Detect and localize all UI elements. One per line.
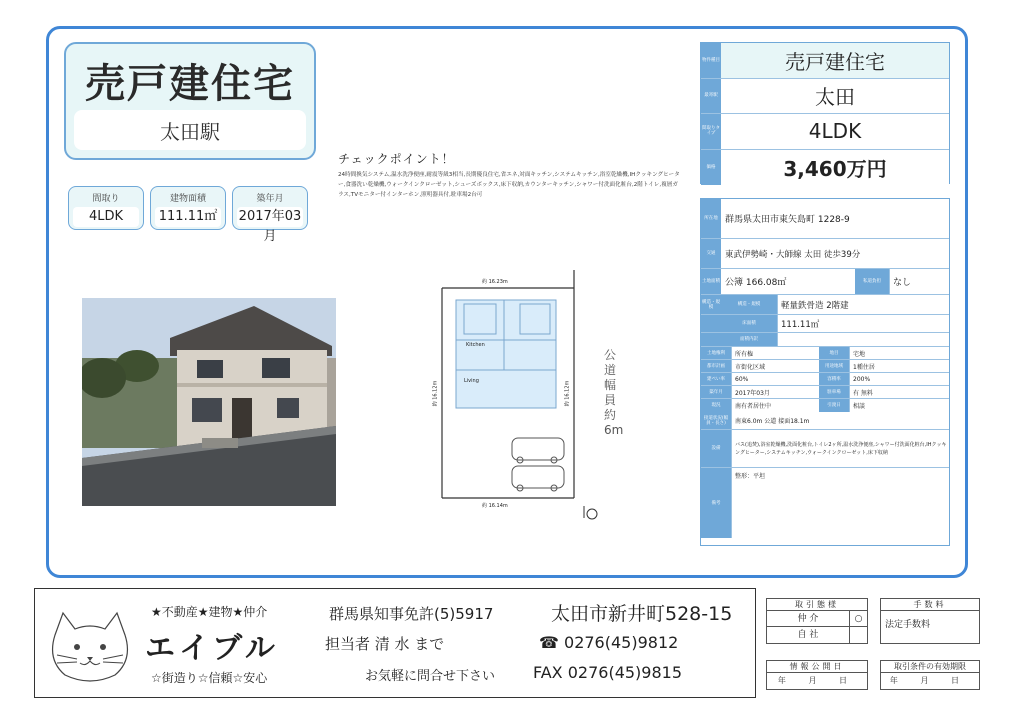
station-name: 太田駅 xyxy=(74,110,306,150)
summary-row xyxy=(701,79,949,115)
inquiry-text: お気軽に問合せ下さい xyxy=(365,669,496,684)
row-label-spacer xyxy=(701,333,721,346)
summary-station: 太田 xyxy=(721,79,949,114)
spec-layout xyxy=(68,186,144,230)
room-label: Kitchen xyxy=(466,342,485,348)
row-label: 用途地域 xyxy=(819,360,849,372)
dim-left: 約 16.12m xyxy=(432,380,439,407)
summary-row xyxy=(701,150,949,186)
detail-row xyxy=(701,373,949,386)
detail-row xyxy=(701,333,949,347)
private-road-value: なし xyxy=(889,269,949,294)
detail-value: 宅地 xyxy=(849,347,949,359)
company-address: 太田市新井町528-15 xyxy=(551,603,733,625)
summary-row xyxy=(701,114,949,150)
row-label: 備考 xyxy=(701,468,731,538)
detail-grid xyxy=(701,347,949,412)
detail-table xyxy=(700,198,950,546)
row-label: 間取りタイプ xyxy=(701,114,721,149)
detail-row xyxy=(701,399,949,412)
info-date-value: 年 月 日 xyxy=(777,676,857,685)
condition-date-box xyxy=(880,660,980,690)
spec-value: 4LDK xyxy=(73,207,139,227)
company-footer xyxy=(34,588,756,698)
detail-value: 2017年03月 xyxy=(731,386,819,398)
phone-number: ☎ 0276(45)9812 xyxy=(539,633,679,652)
staff-name: 担当者 清 水 まで xyxy=(325,635,445,653)
row-label: 駐車場 xyxy=(819,386,849,398)
row-label: 土地面積 xyxy=(701,269,721,294)
summary-row xyxy=(701,43,949,79)
detail-row xyxy=(701,295,949,315)
detail-value: 有 無料 xyxy=(849,386,949,398)
row-label: 築年月 xyxy=(701,386,731,398)
deal-type-title: 取引態様 xyxy=(767,599,867,611)
row-label: 現況 xyxy=(701,399,731,412)
spec-label: 間取り xyxy=(92,194,120,204)
tagline-bottom: ☆街造り☆信頼☆安心 xyxy=(151,671,268,685)
detail-row xyxy=(701,360,949,373)
summary-type: 売戸建住宅 xyxy=(721,43,949,78)
row-label: 私道負担 xyxy=(855,269,889,294)
spec-floor-area xyxy=(150,186,226,230)
row-label: 建ぺい率 xyxy=(701,373,731,385)
remarks-value: 整形：平坦 xyxy=(731,468,949,538)
traffic-value: 東武伊勢崎・大師線 太田 徒歩39分 xyxy=(725,249,861,260)
checkpoint-title: チェックポイント！ xyxy=(338,152,455,166)
detail-value: 市街化区域 xyxy=(731,360,819,372)
fee-box xyxy=(880,598,980,644)
spec-value: 111.11㎡ xyxy=(155,207,221,227)
row-label: 土地権利 xyxy=(701,347,731,359)
detail-row xyxy=(701,430,949,468)
spec-built-date xyxy=(232,186,308,244)
spec-label: 築年月 xyxy=(256,194,284,204)
row-label: 地目 xyxy=(819,347,849,359)
row-label: 設備 xyxy=(701,430,731,467)
detail-row xyxy=(701,199,949,239)
detail-value: 60% xyxy=(731,373,819,385)
summary-price: 3,460万円 xyxy=(721,150,949,186)
row-label: 価格 xyxy=(701,150,721,186)
dim-top: 約 16.23m xyxy=(482,279,508,285)
detail-value: 相談 xyxy=(849,399,949,412)
house-photo-illustration xyxy=(82,298,336,506)
property-type-title: 売戸建住宅 xyxy=(85,60,295,107)
road-label: 公道 幅員約6m xyxy=(604,348,624,437)
floor-plan-drawing xyxy=(434,270,624,520)
structure-value: 軽量鉄骨造 2階建 xyxy=(777,295,949,314)
deal-type-box xyxy=(766,598,868,644)
deal-broker: 仲 介 xyxy=(797,614,819,624)
detail-value: 1種住居 xyxy=(849,360,949,372)
condition-date-value: 年 月 日 xyxy=(889,676,969,685)
deal-row xyxy=(767,627,867,643)
contact-value: 南東6.0m 公道 接面18.1m xyxy=(731,412,949,429)
row-label: 接道状況(幅員・長さ) xyxy=(701,412,731,429)
detail-row xyxy=(701,468,949,538)
row-label: 最寄駅 xyxy=(701,79,721,114)
info-date-box xyxy=(766,660,868,690)
row-label: 容積率 xyxy=(819,373,849,385)
spec-value: 2017年03月 xyxy=(238,209,302,244)
detail-row xyxy=(701,386,949,399)
house-photo xyxy=(82,298,336,506)
deal-row xyxy=(767,611,867,627)
dim-right: 約 16.12m xyxy=(564,380,571,407)
dim-bottom: 約 16.14m xyxy=(482,503,508,509)
row-label: 構造・規模 xyxy=(721,295,777,314)
row-label: 交通 xyxy=(701,239,721,268)
info-date-title: 情報公開日 xyxy=(767,661,867,673)
detail-value: 南有者居住中 xyxy=(731,399,819,412)
title-box xyxy=(64,42,316,160)
row-label: 床面積 xyxy=(721,315,777,332)
license-number: 群馬県知事免許(5)5917 xyxy=(329,605,494,623)
detail-row xyxy=(701,412,949,430)
deal-mark-empty xyxy=(849,627,867,643)
land-value: 公簿 166.08㎡ xyxy=(725,278,787,288)
row-label: 物件種目 xyxy=(701,43,721,78)
detail-value: 所有権 xyxy=(731,347,819,359)
empty-cell xyxy=(777,333,949,346)
row-label-spacer xyxy=(701,315,721,332)
row-label: 構造・規模 xyxy=(701,295,721,314)
detail-row xyxy=(701,347,949,360)
checkpoint-body: 24時間換気システム,温水洗浄便座,耐震等級3相当,長期優良住宅,省エネ,対面キッチン,システムキッチン,浴室乾燥機,IHクッキングヒーター,食器洗い乾燥機,ウォークインクローゼット,シューズボックス,床下収納,カウンターキッチン,シャワー付洗面化粧台,2階トイレ,複層ガラス,TVモニター付インターホン,照明器具付,駐車場2台可 xyxy=(338,172,680,198)
site-plan xyxy=(434,270,624,520)
detail-row xyxy=(701,269,949,295)
equipment-value: バス(追焚),浴室乾燥機,洗面化粧台,トイレ2ヶ所,温水洗浄便座,シャワー付洗面化粧台,IHクッキングヒーター,システムキッチン,ウォークインクローゼット,床下収納 xyxy=(731,430,949,467)
row-label: 都市計画 xyxy=(701,360,731,372)
fee-value: 法定手数料 xyxy=(885,620,931,630)
condition-date-title: 取引条件の有効期限 xyxy=(881,661,979,673)
row-label: 面積内訳 xyxy=(721,333,777,346)
deal-own: 自 社 xyxy=(797,630,819,640)
row-label: 引渡日 xyxy=(819,399,849,412)
company-name: エイブル xyxy=(145,631,279,666)
fax-number: FAX 0276(45)9815 xyxy=(533,663,683,682)
deal-mark: ○ xyxy=(849,611,867,626)
row-label: 所在地 xyxy=(701,199,721,238)
floor-value: 111.11㎡ xyxy=(777,315,949,332)
cat-logo-icon xyxy=(45,605,135,685)
fee-title: 手数料 xyxy=(881,599,979,611)
detail-value: 200% xyxy=(849,373,949,385)
tagline-top: ★不動産★建物★仲介 xyxy=(151,605,268,619)
detail-row xyxy=(701,315,949,333)
spec-label: 建物面積 xyxy=(169,194,206,204)
summary-table xyxy=(700,42,950,184)
room-label: Living xyxy=(464,378,479,384)
summary-layout: 4LDK xyxy=(721,114,949,149)
address-value: 群馬県太田市東矢島町 1228-9 xyxy=(725,215,850,225)
detail-row xyxy=(701,239,949,269)
